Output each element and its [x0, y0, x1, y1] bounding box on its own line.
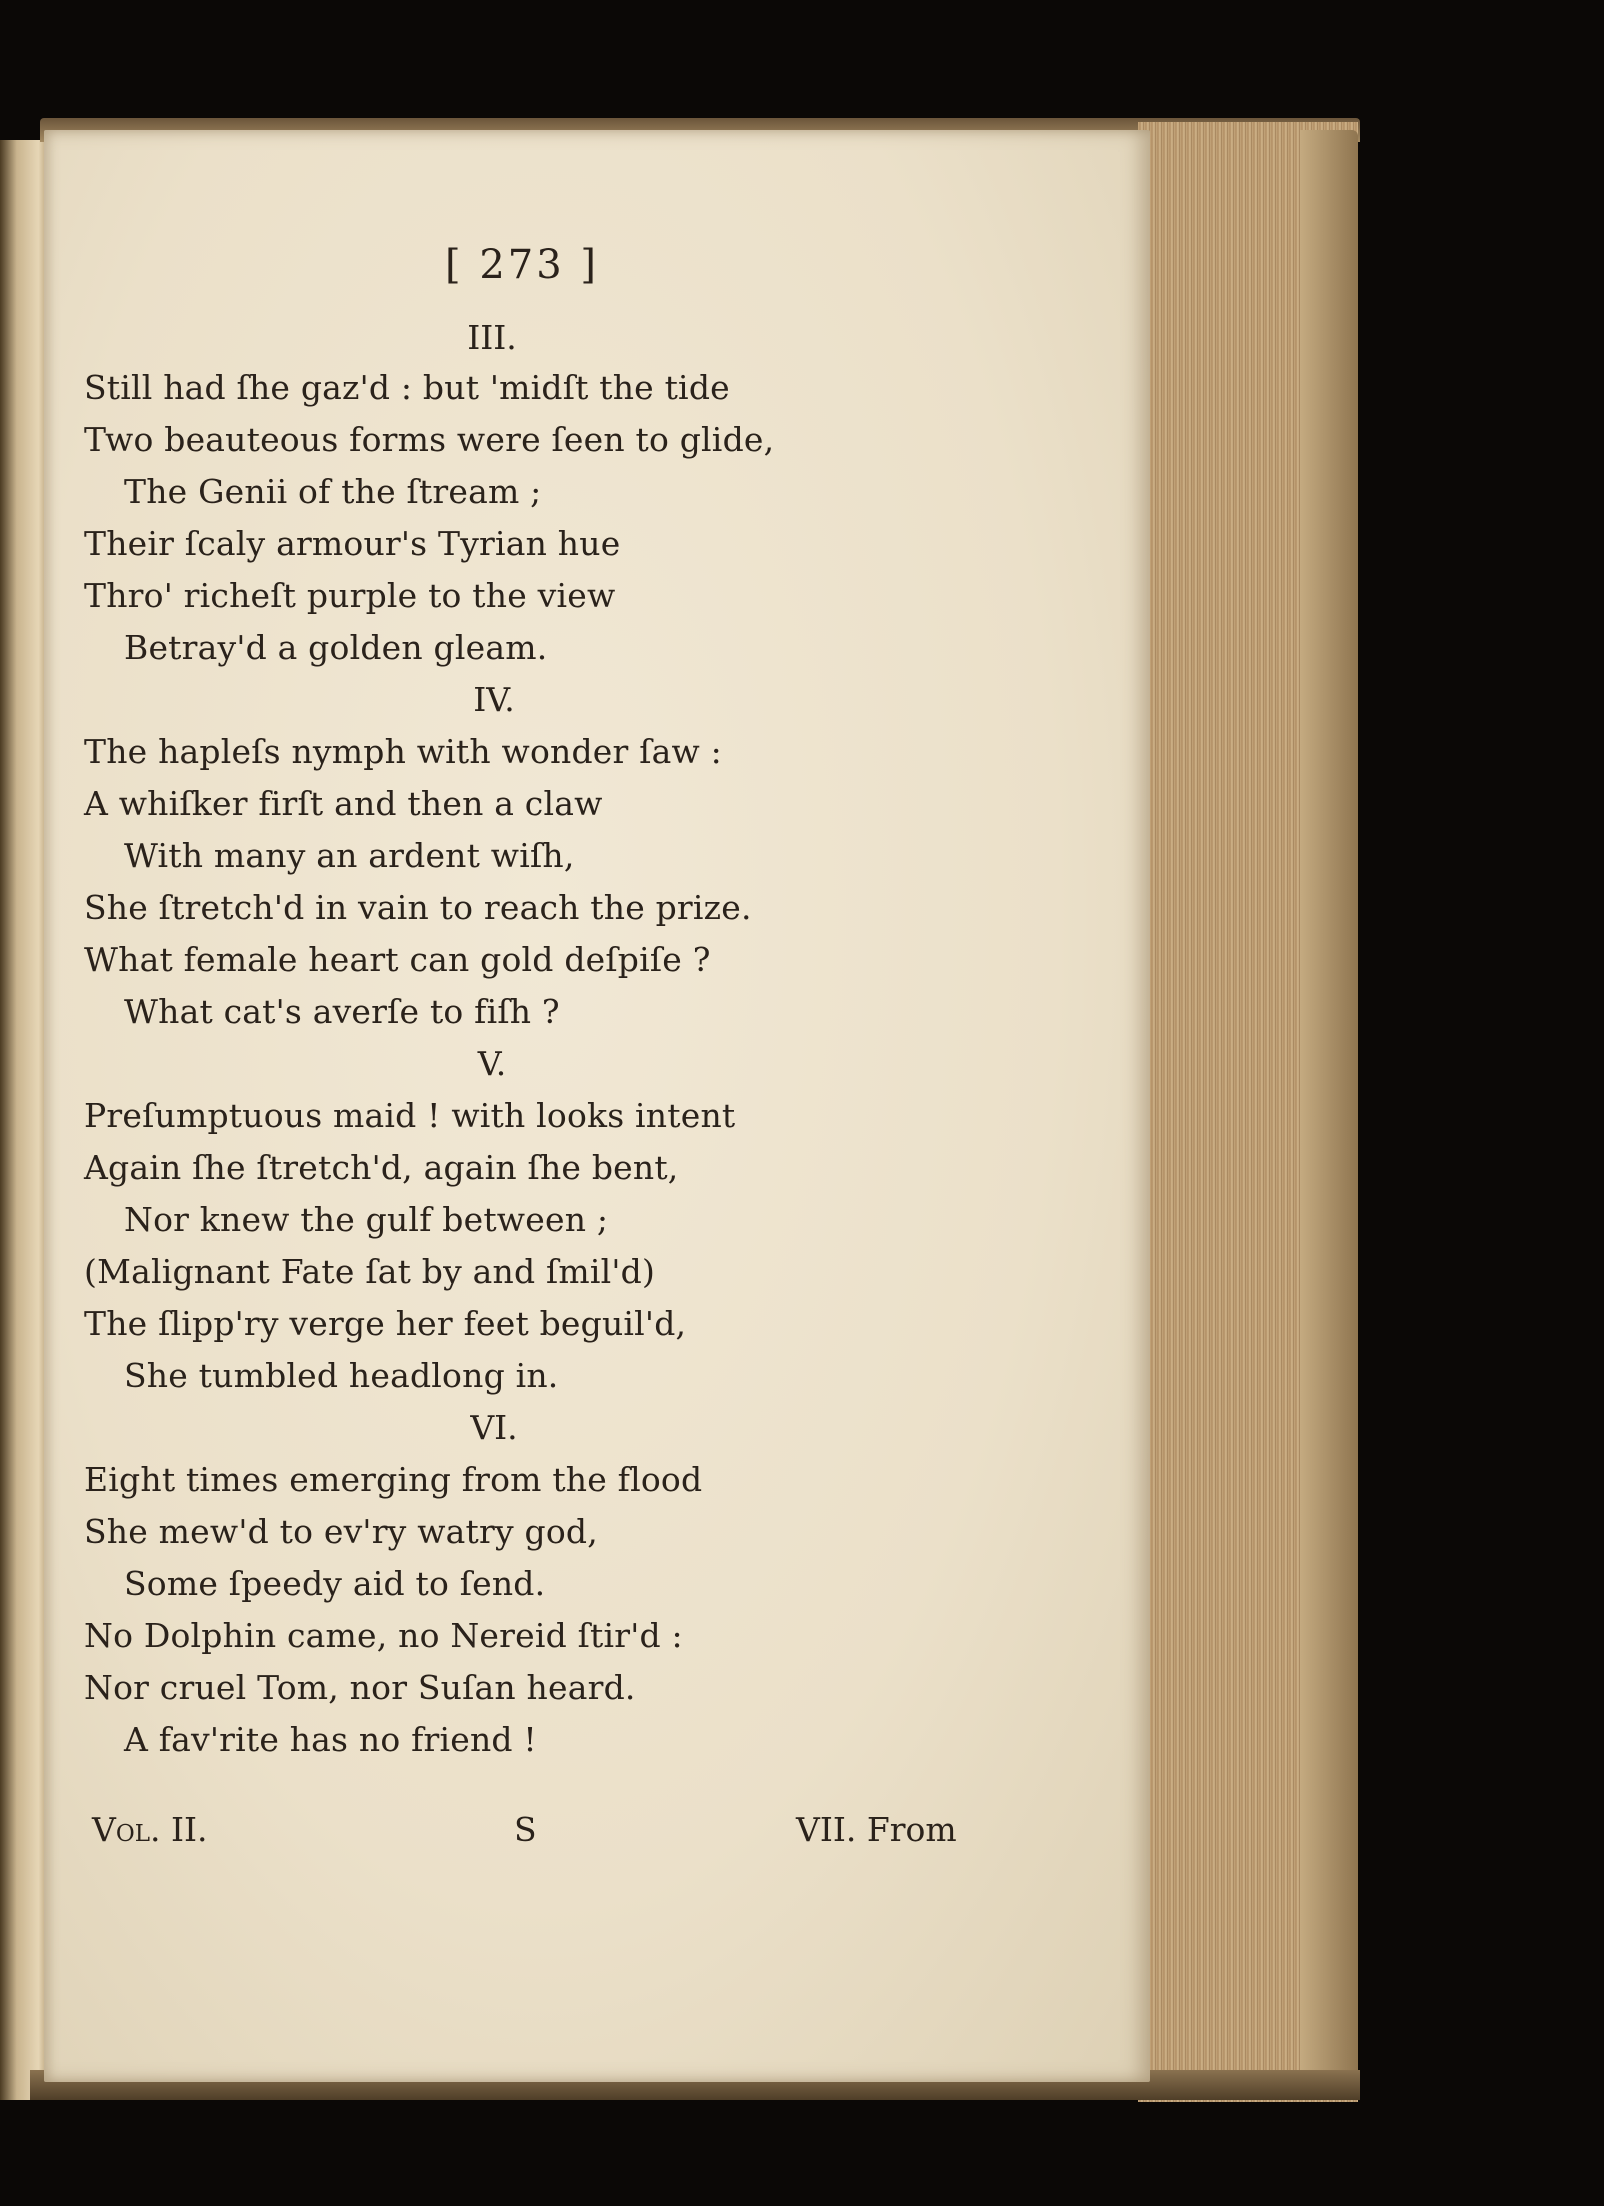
footer-signature-mark: S — [514, 1810, 537, 1849]
page-number-header: [ 273 ] — [445, 242, 599, 288]
book-cover-right-edge — [1300, 130, 1358, 2090]
verse-line: Thro' richeſt purple to the view — [84, 576, 616, 615]
verse-line: A whiſker firſt and then a claw — [84, 784, 603, 823]
verse-line: Nor cruel Tom, nor Suſan heard. — [84, 1668, 636, 1707]
book-page — [44, 130, 1150, 2082]
verse-line: Their ſcaly armour's Tyrian hue — [84, 524, 621, 563]
stanza-numeral-iv: IV. — [473, 680, 515, 719]
footer-volume: Vol. II. — [92, 1810, 208, 1849]
verse-line: Nor knew the gulf between ; — [124, 1200, 609, 1239]
stanza-numeral-v: V. — [477, 1044, 507, 1083]
verse-line: (Malignant Fate ſat by and ſmil'd) — [84, 1252, 656, 1291]
verse-line: She mew'd to ev'ry watry god, — [84, 1512, 598, 1551]
footer-catchword: VII. From — [796, 1810, 957, 1849]
verse-line: No Dolphin came, no Nereid ſtir'd : — [84, 1616, 683, 1655]
verse-line: The Genii of the ſtream ; — [124, 472, 542, 511]
verse-line: Some ſpeedy aid to ſend. — [124, 1564, 546, 1603]
verse-line: She ſtretch'd in vain to reach the prize. — [84, 888, 752, 927]
verse-line: The hapleſs nymph with wonder ſaw : — [84, 732, 722, 771]
stanza-numeral-iii: III. — [467, 318, 517, 357]
verse-line: What cat's averſe to fiſh ? — [124, 992, 560, 1031]
stanza-numeral-vi: VI. — [470, 1408, 518, 1447]
verse-line: A fav'rite has no friend ! — [124, 1720, 537, 1759]
verse-line: Again ſhe ſtretch'd, again ſhe bent, — [84, 1148, 679, 1187]
verse-line: Betray'd a golden gleam. — [124, 628, 548, 667]
verse-line: Preſumptuous maid ! with looks intent — [84, 1096, 736, 1135]
verse-line: With many an ardent wiſh, — [124, 836, 575, 875]
verse-line: Eight times emerging from the flood — [84, 1460, 703, 1499]
book-spine — [0, 140, 48, 2100]
verse-line: What female heart can gold deſpiſe ? — [84, 940, 711, 979]
verse-line: The ſlipp'ry verge her feet beguil'd, — [84, 1304, 687, 1343]
verse-line: She tumbled headlong in. — [124, 1356, 559, 1395]
verse-line: Still had ſhe gaz'd : but 'midſt the tide — [84, 368, 730, 407]
verse-line: Two beauteous forms were ſeen to glide, — [84, 420, 775, 459]
